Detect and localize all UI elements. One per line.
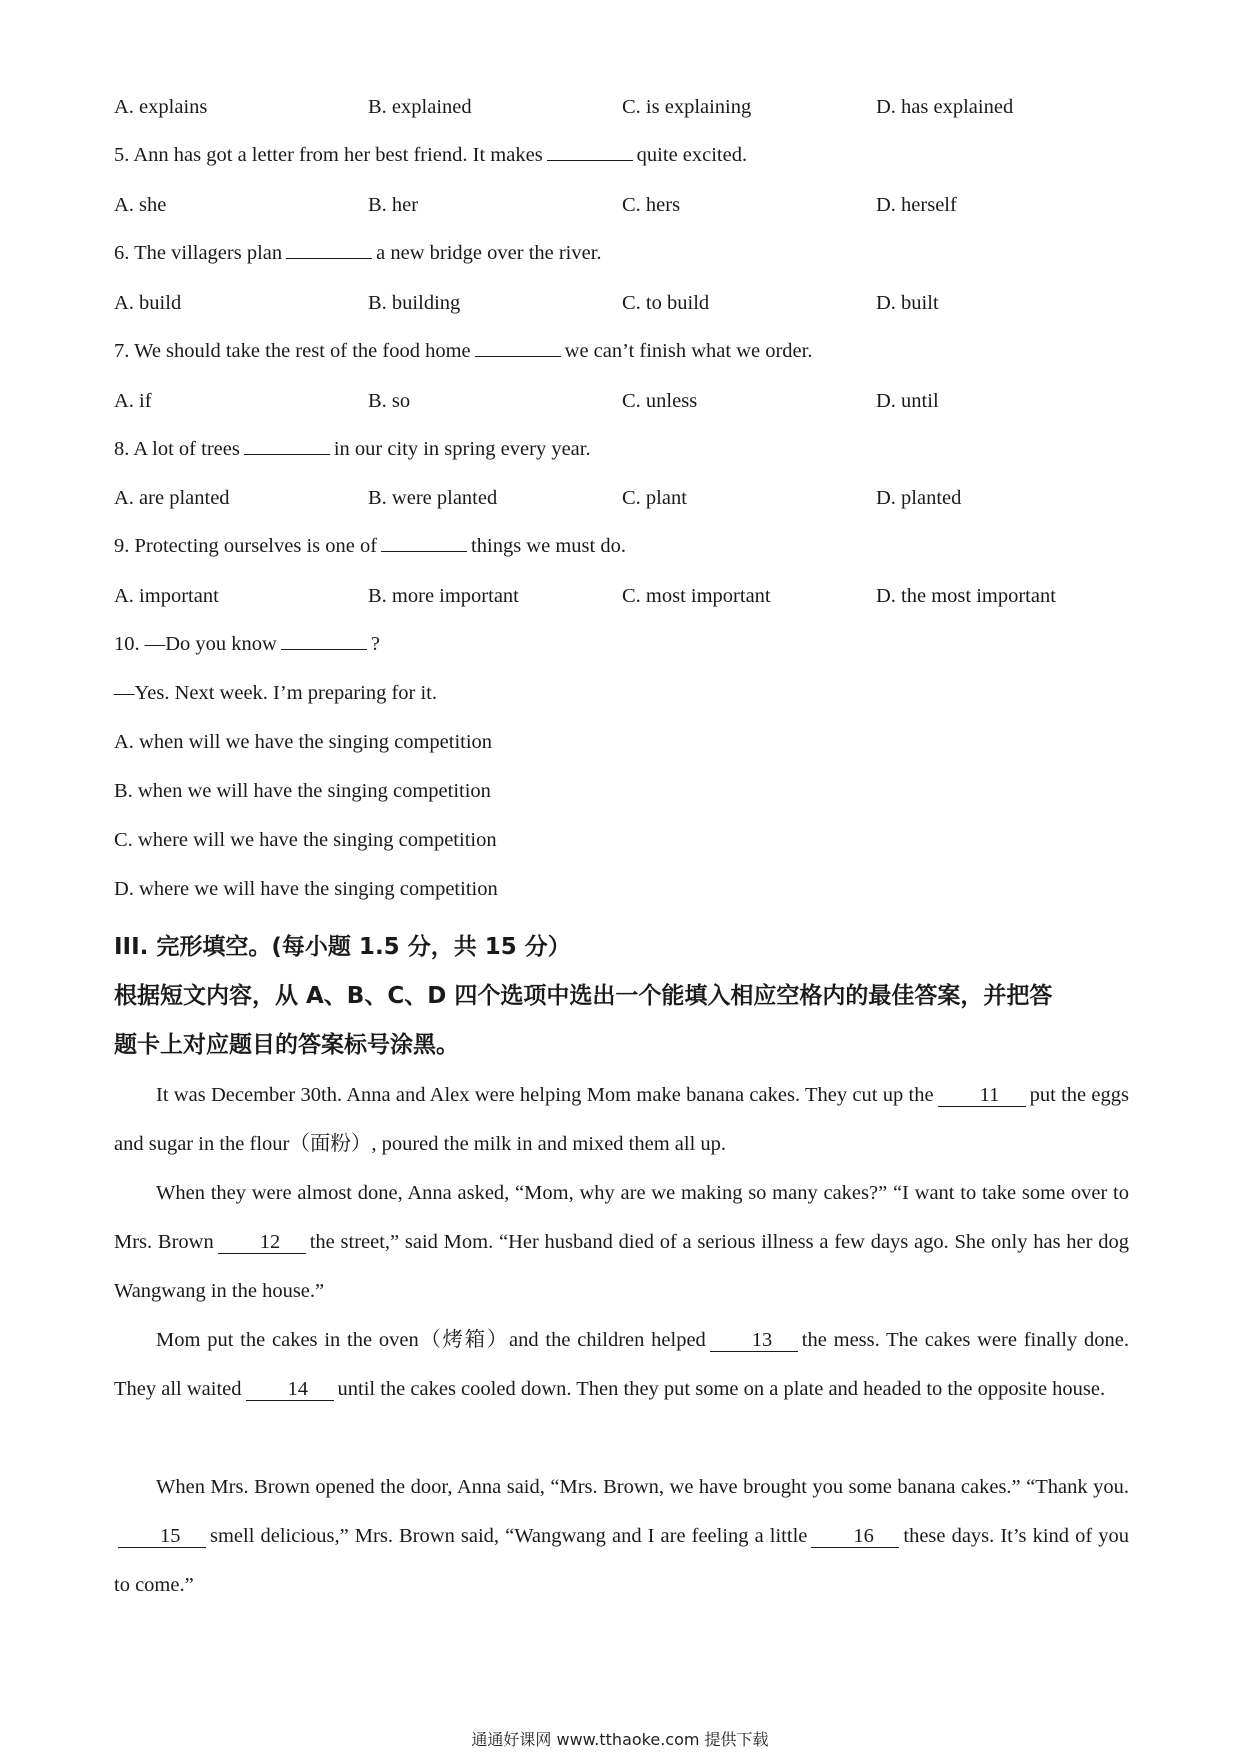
q6-option-c[interactable]: C. to build [622, 292, 710, 314]
q4-option-a[interactable]: A. explains [114, 96, 208, 118]
q6-stem: 6. The villagers plan a new bridge over the river. [114, 242, 602, 264]
q7-blank [475, 338, 561, 357]
q5-option-a[interactable]: A. she [114, 194, 167, 216]
q10-blank [281, 631, 367, 650]
q8-option-c[interactable]: C. plant [622, 487, 687, 509]
q9-option-a[interactable]: A. important [114, 585, 219, 607]
q7-option-d[interactable]: D. until [876, 390, 939, 412]
q7-option-a[interactable]: A. if [114, 390, 152, 412]
q5-option-d[interactable]: D. herself [876, 194, 957, 216]
q6-options [114, 289, 1134, 317]
q5-blank [547, 142, 633, 161]
q8-option-a[interactable]: A. are planted [114, 487, 230, 509]
passage-paragraph-4: When Mrs. Brown opened the door, Anna said, “Mrs. Brown, we have brought you some banana cakes.” “Thank you.15 smell delicious,” Mrs. Brown said, “Wangwang and I are feeling a little 16 these days. It’s kind of you to come.” [114, 1476, 1130, 1596]
q10-stem: 10. —Do you know ? [114, 633, 380, 655]
q8-stem: 8. A lot of trees in our city in spring every year. [114, 438, 591, 460]
q10-option-a[interactable]: A. when will we have the singing competition [114, 731, 493, 753]
q9-option-c[interactable]: C. most important [622, 585, 771, 607]
passage-paragraph-1: It was December 30th. Anna and Alex were helping Mom make banana cakes. They cut up the 11 put the eggs and sugar in the flour（面粉）, poured the milk in and mixed them all up. [114, 1084, 1129, 1155]
q9-blank [381, 533, 467, 552]
q10-option-c[interactable]: C. where will we have the singing competition [114, 829, 497, 851]
blank-11: 11 [938, 1084, 1026, 1107]
q10-option-b[interactable]: B. when we will have the singing competition [114, 780, 491, 802]
passage-paragraph-2: When they were almost done, Anna asked, “Mom, why are we making so many cakes?” “I want to take some over to Mrs. Brown 12 the street,” said Mom. “Her husband died of a serious illness a few days ago. She only has her dog Wangwang in the house.” [114, 1182, 1129, 1302]
q9-stem: 9. Protecting ourselves is one of things we must do. [114, 535, 626, 557]
q5-stem: 5. Ann has got a letter from her best friend. It makes quite excited. [114, 144, 748, 166]
q5-options [114, 191, 1134, 219]
q7-stem: 7. We should take the rest of the food home we can’t finish what we order. [114, 340, 813, 362]
q9-option-b[interactable]: B. more important [368, 585, 519, 607]
q8-options [114, 484, 1134, 512]
q5-option-b[interactable]: B. her [368, 194, 419, 216]
q8-blank [244, 436, 330, 455]
section-title: III. 完形填空。(每小题 1.5 分，共 15 分） [114, 934, 571, 960]
q8-option-b[interactable]: B. were planted [368, 487, 498, 509]
q8-option-d[interactable]: D. planted [876, 487, 962, 509]
q7-options [114, 387, 1134, 415]
passage-paragraph-3: Mom put the cakes in the oven（烤箱）and the children helped 13 the mess. The cakes were finally done. They all waited 14 until the cakes cooled down. Then they put some on a plate and headed to the opposite house. [114, 1329, 1129, 1400]
q5-option-c[interactable]: C. hers [622, 194, 681, 216]
q6-option-a[interactable]: A. build [114, 292, 182, 314]
blank-15: 15 [118, 1525, 206, 1548]
q4-option-b[interactable]: B. explained [368, 96, 472, 118]
section-instruction-line2: 题卡上对应题目的答案标号涂黑。 [114, 1032, 459, 1058]
blank-13: 13 [710, 1329, 798, 1352]
blank-16: 16 [811, 1525, 899, 1548]
section-instruction-line1: 根据短文内容，从 A、B、C、D 四个选项中选出一个能填入相应空格内的最佳答案，并把答 [114, 983, 1053, 1009]
q10-option-d[interactable]: D. where we will have the singing competition [114, 878, 498, 900]
q4-options [114, 93, 1134, 121]
blank-14: 14 [246, 1378, 334, 1401]
q9-option-d[interactable]: D. the most important [876, 585, 1056, 607]
q4-option-d[interactable]: D. has explained [876, 96, 1014, 118]
blank-12: 12 [218, 1231, 306, 1254]
q4-option-c[interactable]: C. is explaining [622, 96, 752, 118]
q9-options [114, 582, 1134, 610]
q6-option-b[interactable]: B. building [368, 292, 461, 314]
q6-option-d[interactable]: D. built [876, 292, 939, 314]
q6-blank [286, 240, 372, 259]
q7-option-b[interactable]: B. so [368, 390, 411, 412]
q10-reply: —Yes. Next week. I’m preparing for it. [114, 682, 437, 704]
page-footer: 通通好课网 www.tthaoke.com 提供下载 [471, 1730, 769, 1749]
q7-option-c[interactable]: C. unless [622, 390, 698, 412]
